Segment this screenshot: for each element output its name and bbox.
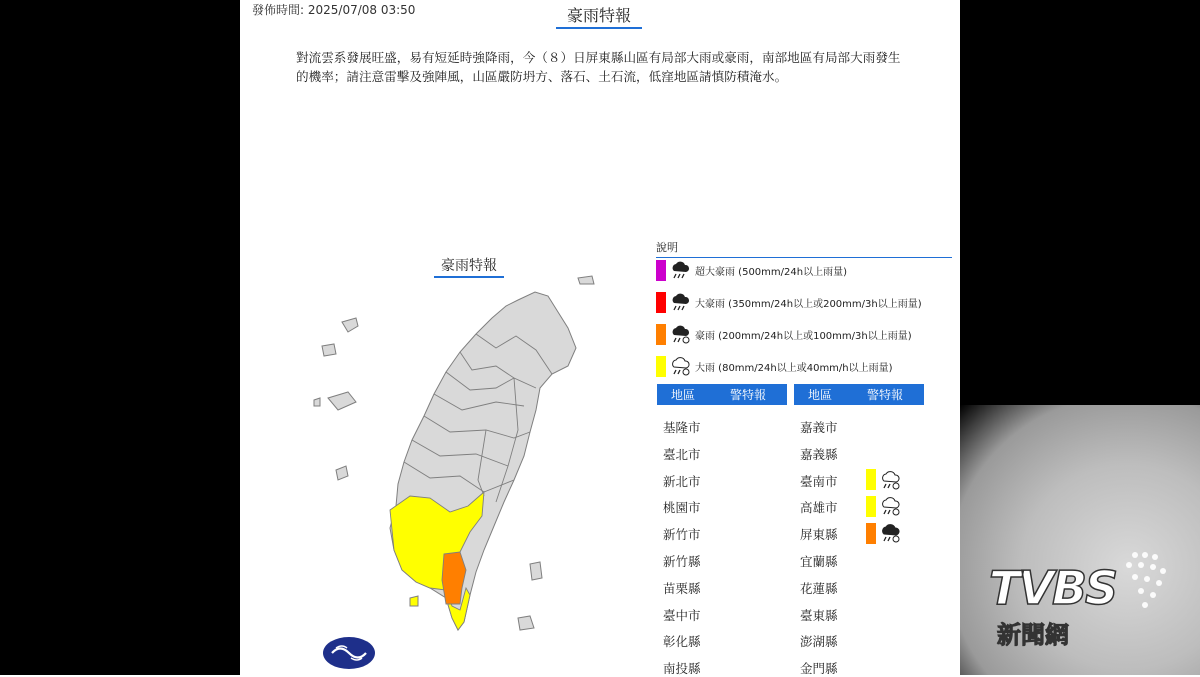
legend-label: 超大豪雨 (500mm/24h以上雨量)	[695, 266, 847, 278]
page-title: 豪雨特報	[556, 3, 642, 29]
area-name: 南投縣	[663, 661, 701, 677]
heavy-rain-icon	[879, 495, 901, 517]
col-area-header: 地區	[670, 388, 695, 402]
penghu-island	[342, 318, 358, 332]
torrential-rain-icon	[669, 323, 691, 345]
legend-item-torrential	[656, 323, 912, 345]
area-name: 彰化縣	[663, 634, 701, 650]
warning-swatch	[866, 496, 876, 517]
area-name: 宜蘭縣	[800, 554, 838, 569]
legend-swatch	[656, 356, 666, 377]
legend-label: 豪雨 (200mm/24h以上或100mm/3h以上雨量)	[695, 330, 912, 342]
tvbs-logo	[985, 545, 1175, 654]
area-name: 臺東縣	[800, 607, 838, 623]
taiwan-map	[300, 270, 610, 650]
legend-swatch	[656, 292, 666, 313]
col-area-header: 地區	[807, 388, 832, 402]
heavy-rain-icon	[879, 469, 901, 491]
issue-time: 發佈時間: 2025/07/08 03:50	[252, 3, 416, 17]
table-header-left	[657, 384, 787, 405]
area-name: 臺北市	[663, 446, 701, 462]
legend-item-super-torrential	[656, 259, 847, 281]
area-name: 臺中市	[663, 607, 701, 623]
warning-swatch	[866, 523, 876, 544]
area-name: 金門縣	[800, 661, 838, 677]
col-warning-header: 警特報	[729, 388, 766, 402]
warning-swatch	[866, 469, 876, 490]
area-name: 新北市	[663, 473, 701, 489]
heavy-rain-icon	[669, 355, 691, 377]
legend-swatch	[656, 260, 666, 281]
area-name: 嘉義市	[800, 420, 838, 435]
area-name: 苗栗縣	[663, 580, 701, 596]
legend-title: 說明	[656, 239, 952, 258]
tvbs-subtitle: 新聞網	[997, 621, 1069, 649]
warning-cell	[866, 469, 901, 491]
green-island	[530, 562, 542, 580]
col-warning-header: 警特報	[866, 388, 903, 402]
area-name: 臺南市	[800, 473, 838, 489]
left-black-border	[0, 0, 240, 675]
extremely-torrential-rain-icon	[669, 291, 691, 313]
area-name: 桃園市	[663, 500, 701, 516]
warning-cell	[866, 522, 901, 544]
area-name: 新竹縣	[663, 554, 701, 569]
legend-item-extremely-torrential	[656, 291, 922, 313]
warning-description: 對流雲系發展旺盛，易有短延時強降雨，今（８）日屏東縣山區有局部大雨或豪雨，南部地區有局部大雨發生的機率；請注意雷擊及強陣風，山區嚴防坍方、落石、土石流，低窪地區請慎防積淹水。	[296, 50, 901, 84]
penghu-island-2	[322, 344, 336, 356]
legend-label: 大豪雨 (350mm/24h以上或200mm/3h以上雨量)	[695, 298, 922, 310]
islet	[336, 466, 348, 480]
map-title: 豪雨特報	[434, 255, 504, 278]
legend-swatch	[656, 324, 666, 345]
penghu-island-3	[328, 392, 356, 410]
legend-item-heavy	[656, 355, 893, 377]
area-name: 澎湖縣	[800, 634, 838, 650]
warning-cell	[866, 495, 901, 517]
turtle-island	[578, 276, 594, 284]
orchid-island	[518, 616, 534, 630]
super-torrential-rain-icon	[669, 259, 691, 281]
table-header-right	[794, 384, 924, 405]
area-name: 新竹市	[663, 527, 701, 543]
torrential-rain-icon	[879, 522, 901, 544]
tvbs-brand: TVBS	[989, 561, 1117, 615]
area-name: 嘉義縣	[800, 446, 838, 462]
legend-label: 大雨 (80mm/24h以上或40mm/h以上雨量)	[695, 362, 893, 374]
area-name: 基隆市	[663, 420, 701, 435]
kinmen-island	[314, 398, 320, 406]
area-name: 花蓮縣	[800, 580, 838, 596]
area-name: 屏東縣	[800, 527, 838, 543]
area-name: 高雄市	[800, 500, 838, 516]
cwa-logo	[322, 636, 376, 670]
xiaoliuqiu-island	[410, 596, 418, 606]
